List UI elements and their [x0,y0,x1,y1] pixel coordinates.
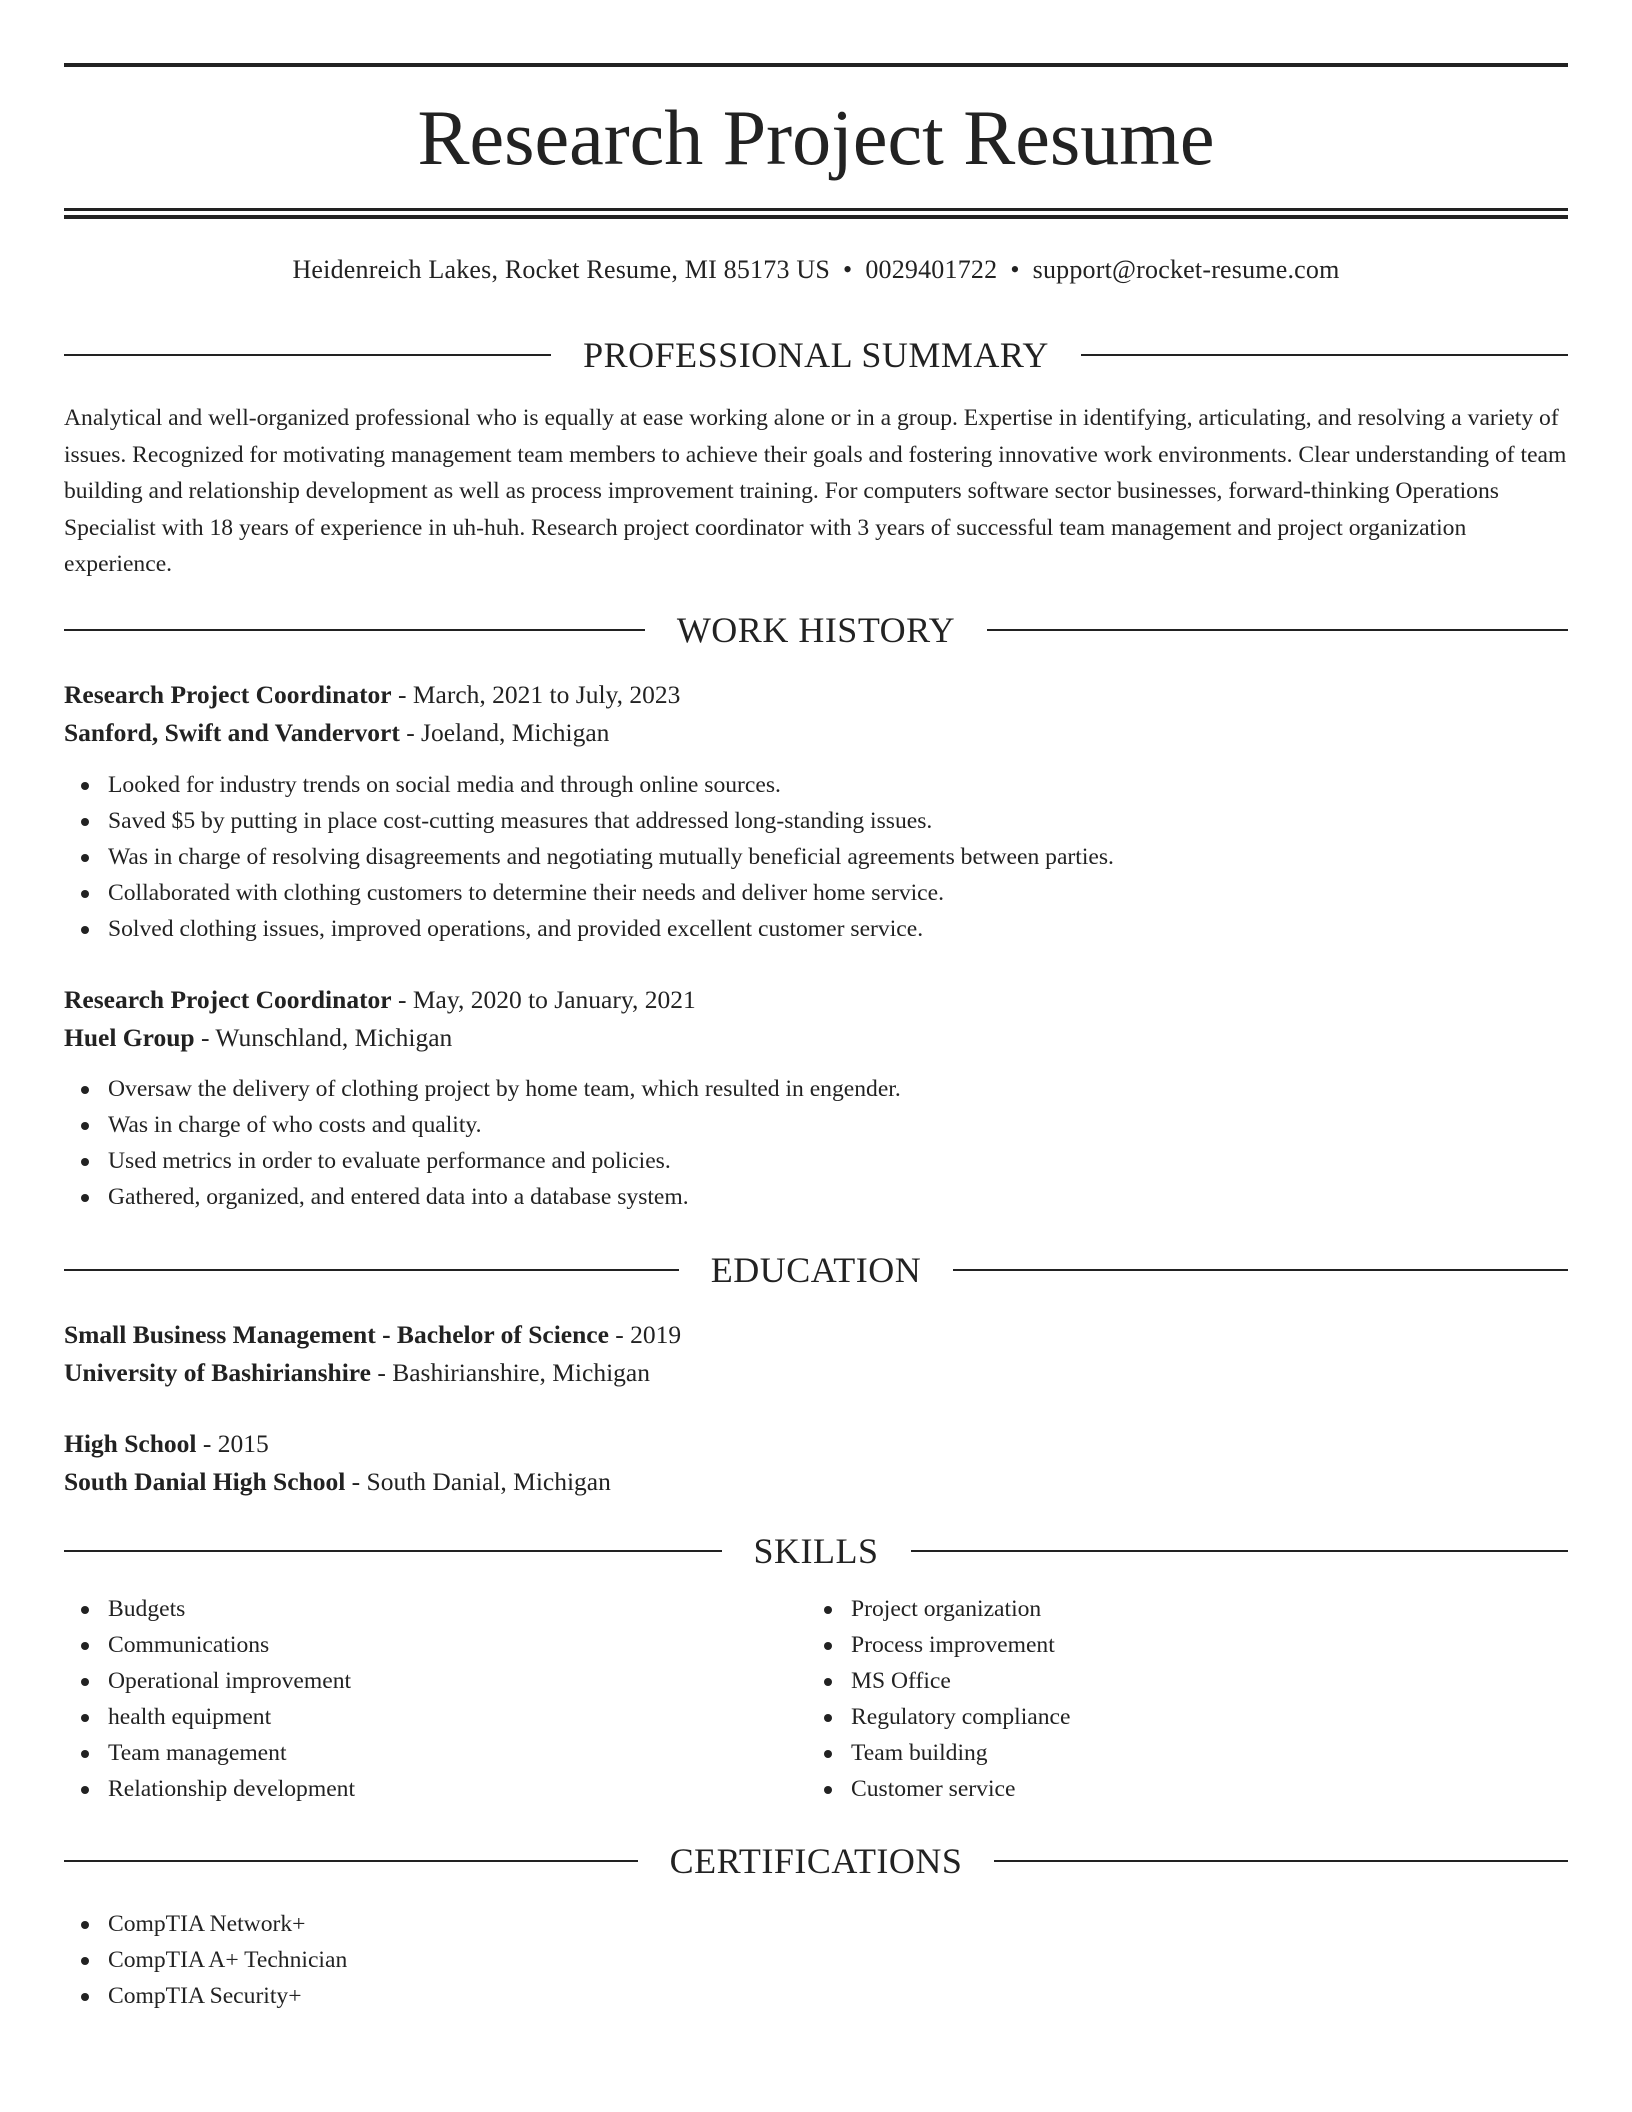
school-location: - South Danial, Michigan [345,1467,611,1496]
job-bullets [64,1071,1568,1215]
job-dates: - May, 2020 to January, 2021 [391,985,696,1014]
degree-line [64,1316,1568,1354]
heading-rule-right [1081,354,1568,356]
skill-item: MS Office [807,1663,1507,1699]
job-company-line [64,1019,1568,1057]
degree: Small Business Management - Bachelor of Science [64,1320,609,1349]
summary-heading [64,335,1568,375]
skill-item: Team management [64,1735,764,1771]
top-rule [64,63,1568,67]
list-item: Was in charge of resolving disagreements and negotiating mutually beneficial agreements between parties. [64,839,1568,875]
certifications-heading-label: CERTIFICATIONS [669,1841,963,1881]
skill-item: Process improvement [807,1627,1507,1663]
degree-year: - 2015 [196,1429,269,1458]
work-heading-label: WORK HISTORY [676,610,956,650]
list-item: Saved $5 by putting in place cost-cutting measures that addressed long-standing issues. [64,803,1568,839]
degree-year: - 2019 [608,1320,682,1349]
heading-rule-left [64,1550,722,1552]
list-item: Collaborated with clothing customers to determine their needs and deliver home service. [64,875,1568,911]
contact-separator: • [1010,255,1020,284]
certification-item: CompTIA A+ Technician [64,1942,347,1978]
job-company: Sanford, Swift and Vandervort [64,718,400,747]
education-heading-label: EDUCATION [710,1250,922,1290]
heading-rule-left [64,629,645,631]
skills-list-left [64,1591,764,1807]
heading-rule-left [64,1269,679,1271]
heading-rule-right [994,1860,1568,1862]
skill-item: Budgets [64,1591,764,1627]
skill-item: Customer service [807,1771,1507,1807]
skills-heading-label: SKILLS [753,1531,879,1571]
school: South Danial High School [64,1467,346,1496]
contact-separator: • [843,255,853,284]
skill-item: Team building [807,1735,1507,1771]
skill-item: Regulatory compliance [807,1699,1507,1735]
contact-email: support@rocket-resume.com [1032,255,1340,284]
certifications-list [64,1906,347,2014]
education-entry-2 [64,1425,1568,1501]
school-line [64,1463,1568,1501]
list-item: Gathered, organized, and entered data into a database system. [64,1179,1568,1215]
summary-heading-label: PROFESSIONAL SUMMARY [583,335,1049,375]
job-title: Research Project Coordinator [64,985,392,1014]
job-company-line [64,714,1568,752]
list-item: Solved clothing issues, improved operations, and provided excellent customer service. [64,911,1568,947]
contact-address: Heidenreich Lakes, Rocket Resume, MI 85173 US [292,255,830,284]
job-location: - Joeland, Michigan [399,718,610,747]
school: University of Bashirianshire [64,1358,371,1387]
certification-item: CompTIA Security+ [64,1978,347,2014]
summary-text: Analytical and well-organized professional who is equally at ease working alone or in a group. Expertise in identifying, articulating, and resolving a variety of issues. Recognized for motivating management team members to achieve their goals and fostering innovative work environments. Clear understanding of team building and relationship development as well as process improvement training. For computers software sector businesses, forward-thinking Operations Specialist with 18 years of experience in uh-huh. Research project coordinator with 3 years of successful team management and project organization experience. [64,405,1567,577]
school-line [64,1354,1568,1392]
skill-item: Communications [64,1627,764,1663]
certifications-heading [64,1841,1568,1881]
skill-item: Project organization [807,1591,1507,1627]
list-item: Was in charge of who costs and quality. [64,1107,1568,1143]
heading-rule-right [953,1269,1568,1271]
job-entry-1 [64,676,1568,947]
list-item: Looked for industry trends on social media and through online sources. [64,767,1568,803]
job-location: - Wunschland, Michigan [194,1023,453,1052]
skills-list-right [807,1591,1507,1807]
education-entry-1 [64,1316,1568,1392]
job-title-line [64,676,1568,714]
job-dates: - March, 2021 to July, 2023 [391,680,681,709]
resume-title: Research Project Resume [417,94,1215,181]
contact-line [64,254,1568,286]
contact-phone: 0029401722 [865,255,998,284]
degree: High School [64,1429,197,1458]
degree-line [64,1425,1568,1463]
heading-rule-left [64,354,551,356]
job-company: Huel Group [64,1023,195,1052]
work-heading [64,610,1568,650]
job-title: Research Project Coordinator [64,680,392,709]
school-location: - Bashirianshire, Michigan [370,1358,650,1387]
heading-rule-right [911,1550,1569,1552]
list-item: Oversaw the delivery of clothing project by home team, which resulted in engender. [64,1071,1568,1107]
education-heading [64,1250,1568,1290]
title-double-rule [64,208,1568,219]
skills-heading [64,1531,1568,1571]
list-item: Used metrics in order to evaluate performance and policies. [64,1143,1568,1179]
heading-rule-right [987,629,1568,631]
job-entry-2 [64,981,1568,1215]
job-bullets [64,767,1568,947]
heading-rule-left [64,1860,638,1862]
job-title-line [64,981,1568,1019]
skill-item: health equipment [64,1699,764,1735]
skill-item: Operational improvement [64,1663,764,1699]
skill-item: Relationship development [64,1771,764,1807]
certification-item: CompTIA Network+ [64,1906,347,1942]
